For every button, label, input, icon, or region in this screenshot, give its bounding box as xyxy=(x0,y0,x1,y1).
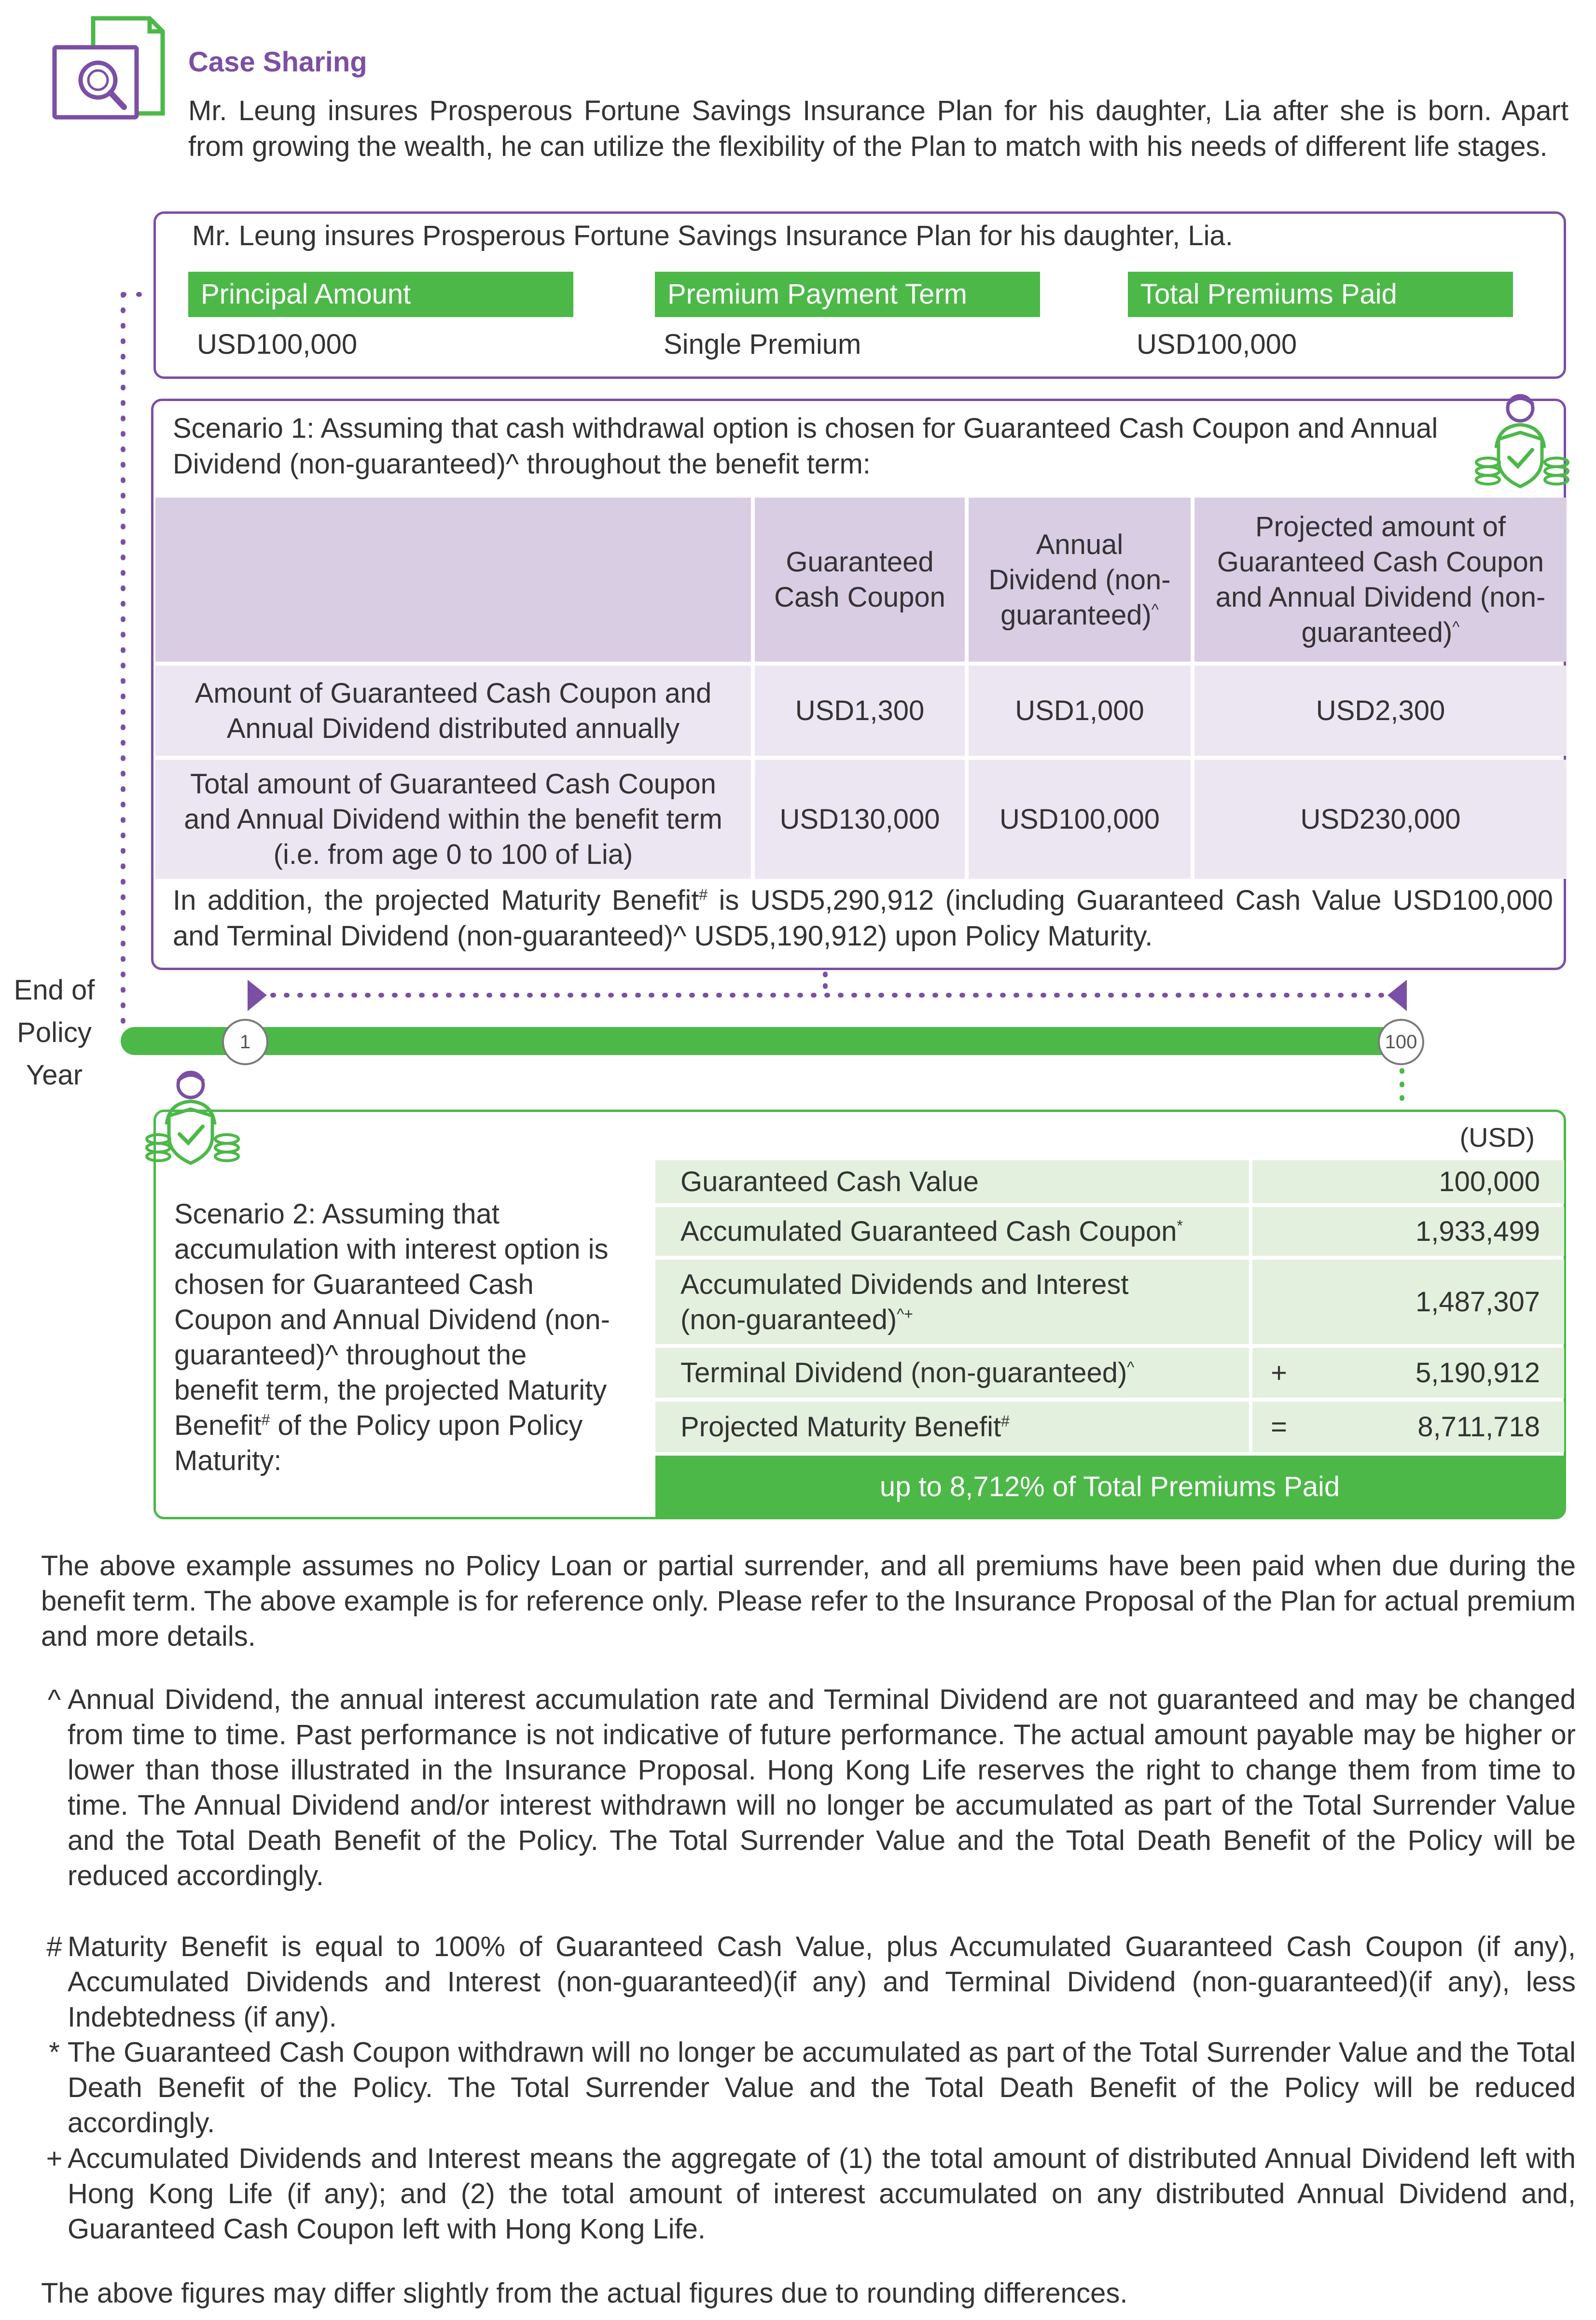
footnote-text: Annual Dividend, the annual interest accumulation rate and Terminal Dividend are not guaranteed and may be changed from time to time. Past performance is not indicative of future performance. The actual amount payable may be higher or lower than those illustrated in the Insurance Proposal. Hong Kong Life reserves the right to change them from time to time. The Annual Dividend and/or interest withdrawn will no longer be accumulated as part of the Total Surrender Value and the Total Death Benefit of the Policy. The Total Surrender Value and the Total Death Benefit of the Policy will be reduced accordingly. xyxy=(68,1684,1576,1891)
rounding-text: The above figures may differ slightly from the actual figures due to rounding differences. xyxy=(41,2278,1128,2309)
case-intro: Mr. Leung insures Prosperous Fortune Savings Insurance Plan for his daughter, Lia after she is born. Apart from growing the wealth, he can utilize the flexibility of the Plan to match with his needs of different life stages. xyxy=(188,95,1568,162)
footnote-text: Maturity Benefit is equal to 100% of Guaranteed Cash Value, plus Accumulated Guaranteed Cash Coupon (if any), Accumulated Dividends and Interest (non-guaranteed)(if any) and Terminal Dividend (non-guaranteed)(if any), less Indebtedness (if any). xyxy=(68,1931,1576,2033)
principal-amount-label: Principal Amount xyxy=(188,272,573,317)
footnote-symbol: + xyxy=(46,2143,63,2174)
col-header-cash-coupon: Guaranteed Cash Coupon xyxy=(755,498,965,662)
timeline-connector-down xyxy=(1395,1067,1409,1105)
scenario-2-description: Scenario 2: Assuming that accumulation with interest option is chosen for Guaranteed Cash Coupon and Annual Dividend (non-guaranteed)^ throughout the benefit term, the projected Maturity Benefit# of the Policy upon Policy Maturity: xyxy=(174,1198,610,1476)
case-summary-box xyxy=(153,211,1566,379)
maturity-row-value-cell xyxy=(1252,1260,1564,1344)
timeline-bridge xyxy=(239,970,1416,1023)
case-statement: Mr. Leung insures Prosperous Fortune Savings Insurance Plan for his daughter, Lia. xyxy=(192,220,1233,251)
assumption-text: The above example assumes no Policy Loan or partial surrender, and all premiums have been paid when due during the benefit term. The above example is for reference only. Please refer to the Insurance Proposal of the Plan for actual premium and more details. xyxy=(41,1550,1576,1652)
table-cell: USD1,000 xyxy=(969,666,1191,756)
row-value: 100,000 xyxy=(1439,1166,1540,1197)
row-value: 5,190,912 xyxy=(1415,1357,1540,1389)
row-operator: + xyxy=(1271,1357,1287,1389)
maturity-row-label: Accumulated Dividends and Interest (non-guaranteed)^+ xyxy=(655,1260,1249,1344)
footnote-symbol: ^ xyxy=(47,1684,61,1715)
maturity-row-value-cell xyxy=(1252,1348,1564,1398)
scenario-2-box xyxy=(153,1110,1566,1519)
row-value: 8,711,718 xyxy=(1417,1411,1540,1443)
footnote-text: Accumulated Dividends and Interest means the aggregate of (1) the total amount of distributed Annual Dividend left with Hong Kong Life (if any); and (2) the total amount of interest accumulated on any distributed Annual Dividend and, Guaranteed Cash Coupon left with Hong Kong Life. xyxy=(68,2143,1576,2245)
table-cell: USD1,300 xyxy=(755,666,965,756)
footnote-symbol: # xyxy=(46,1931,62,1962)
row-value: 1,933,499 xyxy=(1415,1216,1540,1247)
timeline-end-marker: 100 xyxy=(1378,1019,1424,1065)
row-operator: = xyxy=(1271,1411,1287,1443)
scenario-1-maturity-note: In addition, the projected Maturity Benefit# is USD5,290,912 (including Guaranteed Cash Value USD100,000 and Terminal Dividend (non-guaranteed)^ USD5,190,912) upon Policy Maturity. xyxy=(173,885,1553,952)
unit-label: (USD) xyxy=(1459,1122,1535,1153)
col-header-annual-dividend: Annual Dividend (non-guaranteed)^ xyxy=(969,498,1191,662)
table-cell: USD100,000 xyxy=(969,760,1191,879)
table-corner xyxy=(155,498,751,662)
maturity-row-label: Terminal Dividend (non-guaranteed)^ xyxy=(655,1348,1249,1398)
scenario-1-title: Scenario 1: Assuming that cash withdrawal option is chosen for Guaranteed Cash Coupon and Annual Dividend (non-guaranteed)^ throughout the benefit term: xyxy=(173,413,1438,480)
total-premiums-paid-value: USD100,000 xyxy=(1137,329,1297,360)
timeline-label: End of Policy Year xyxy=(14,974,95,1091)
maturity-row-label: Accumulated Guaranteed Cash Coupon* xyxy=(655,1207,1249,1256)
table-cell: USD230,000 xyxy=(1194,760,1567,879)
table-cell: USD130,000 xyxy=(755,760,965,879)
principal-amount-value: USD100,000 xyxy=(197,329,358,360)
footnote-symbol: * xyxy=(49,2037,60,2068)
timeline-start-marker: 1 xyxy=(222,1019,268,1065)
premium-payment-term-value: Single Premium xyxy=(664,329,861,360)
table-cell: USD2,300 xyxy=(1194,666,1567,756)
advisor-shield-coins-icon xyxy=(1474,390,1571,496)
maturity-summary-bar: up to 8,712% of Total Premiums Paid xyxy=(655,1456,1564,1517)
row-value: 1,487,307 xyxy=(1415,1286,1540,1318)
table-row-label: Amount of Guaranteed Cash Coupon and Annual Dividend distributed annually xyxy=(155,666,751,756)
table-row-label: Total amount of Guaranteed Cash Coupon and Annual Dividend within the benefit term (i.e. from age 0 to 100 of Lia) xyxy=(155,760,751,879)
scenario-1-box xyxy=(151,399,1566,970)
total-premiums-paid-label: Total Premiums Paid xyxy=(1128,272,1513,317)
case-sharing-title: Case Sharing xyxy=(188,46,367,78)
col-header-projected-amount: Projected amount of Guaranteed Cash Coupon and Annual Dividend (non-guaranteed)^ xyxy=(1194,498,1567,662)
maturity-row-label: Projected Maturity Benefit# xyxy=(655,1402,1249,1452)
maturity-row-value-cell xyxy=(1252,1160,1564,1203)
premium-payment-term-label: Premium Payment Term xyxy=(655,272,1040,317)
maturity-row-label: Guaranteed Cash Value xyxy=(655,1160,1249,1203)
maturity-row-value-cell xyxy=(1252,1402,1564,1452)
timeline-bar xyxy=(121,1027,1414,1055)
footnote-text: The Guaranteed Cash Coupon withdrawn will no longer be accumulated as part of the Total Surrender Value and the Total Death Benefit of the Policy. The Total Surrender Value and the Total Death Benefit of the Policy will be reduced accordingly. xyxy=(68,2037,1576,2139)
document-search-icon xyxy=(51,14,167,121)
maturity-row-value-cell xyxy=(1252,1207,1564,1256)
